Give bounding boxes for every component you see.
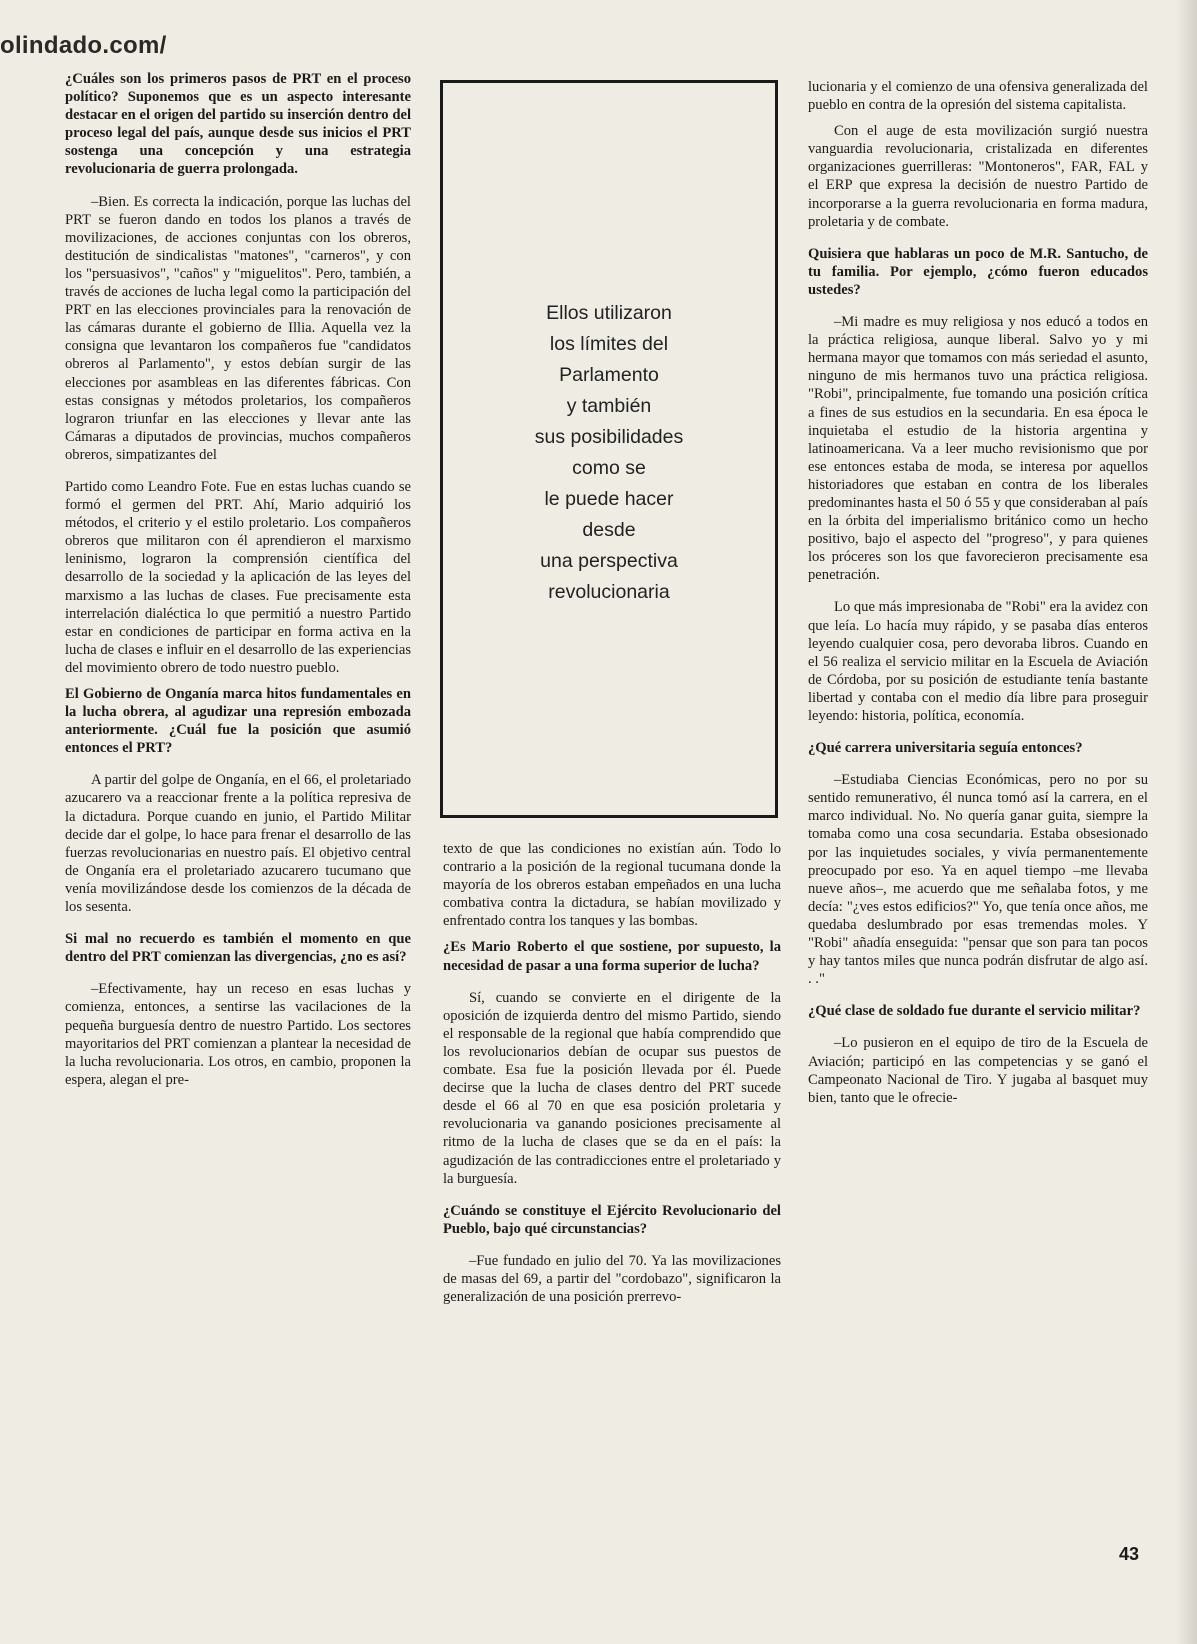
interview-answer: –Bien. Es correcta la indicación, porque las luchas del PRT se fueron dando en todos los planos a través de movilizaciones, de acciones conjuntas con los obreros, destitución de sindicalistas "matones", "carneros", y con los "persuasivos", "caños" y "miguelitos". Pero, también, a través de acciones de lucha legal como la participación del PRT en las elecciones provinciales para la renovación de las cámaras durante el gobierno de Illia. Aquella vez la consigna que levantaron los compañeros fue "candidatos obreros al Parlamento", y estos debían surgir de las elecciones por asambleas en las diferentes fábricas. Con estas consignas y métodos proletarios, los compañeros lograron triunfar en las elecciones y llevar ante las Cámaras a diputados de provincias, muchos compañeros obreros, simpatizantes del [65, 193, 411, 463]
pull-quote-line: Ellos utilizaron [546, 302, 672, 324]
page-fold-shadow [1176, 0, 1197, 1644]
interview-question: ¿Cuáles son los primeros pasos de PRT en el proceso político? Suponemos que es un aspecto interesante destacar en el origen del partido su inserción dentro del proceso legal del país, aunque desde sus inicios el PRT sostenga una concepción y una estrategia revolucionaria de guerra prolongada. [65, 71, 411, 178]
pull-quote-line: y también [566, 395, 652, 417]
pull-quote-line: revolucionaria [548, 581, 670, 603]
pull-quote [535, 298, 684, 608]
interview-question: ¿Qué clase de soldado fue durante el servicio militar? [808, 1003, 1141, 1020]
interview-answer: –Estudiaba Ciencias Económicas, pero no por su sentido remunerativo, él nunca tomó así la carrera, en el marco individual. No. No quería ganar guita, siempre la tomaba como una cosa secundaria. Estaba obsesionado por las inquietudes sociales, y vivía permanentemente preocupado por eso. Ya en aquel tiempo –me llevaba nueve años–, me acuerdo que me señalaba fotos, y me decía: "¿ves estos edificios?" Yo, que tenía once años, me quedaba deslumbrado por esas tremendas moles. Y "Robi" añadía enseguida: "pensar que son para tan pocos y hay tantos miles que nunca podrán disfrutar de algo así. . ." [808, 772, 1148, 988]
interview-answer: Sí, cuando se convierte en el dirigente de la oposición de izquierda dentro del mismo Partido, siendo el responsable de la regional que había comprendido que los revolucionarios debían de ocupar sus puestos de combate. Esa fue la posición llevada por él. Puede decirse que la lucha de clases dentro del PRT sucede desde el 66 al 70 en que esa posición proletaria y revolucionaria va ganando posiciones precisamente al ritmo de la lucha de clases que se da en el país: la agudización de las contradicciones entre el proletariado y la burguesía. [443, 989, 781, 1187]
interview-answer: Con el auge de esta movilización surgió nuestra vanguardia revolucionaria, cristalizada en diferentes organizaciones guerrilleras: "Montoneros", FAR, FAL y el ERP que expresa la decisión de nuestro Partido de incorporarse a la guerra revolucionaria en forma madura, proletaria y de combate. [808, 123, 1148, 230]
pull-quote-line: desde [582, 519, 636, 541]
pull-quote-line: una perspectiva [540, 550, 678, 572]
interview-question: ¿Cuándo se constituye el Ejército Revolucionario del Pueblo, bajo qué circunstancias? [443, 1202, 781, 1237]
pull-quote-line: como se [572, 457, 646, 479]
interview-question: Si mal no recuerdo es también el momento en que dentro del PRT comienzan las divergencias, ¿no es así? [65, 931, 411, 966]
interview-answer: A partir del golpe de Onganía, en el 66, el proletariado azucarero va a reaccionar frente a la política represiva de la dictadura. Porque cuando en junio, el Partido Militar decide dar el golpe, lo hace para frenar el desarrollo de las fuerzas revolucionarias en nuestro país. El objetivo central de Onganía era el proletariado azucarero tucumano que venía movilizándose desde los comienzos de la década de los sesenta. [65, 772, 411, 916]
interview-answer-continued: Partido como Leandro Fote. Fue en estas luchas cuando se formó el germen del PRT. Ahí, Mario adquirió los métodos, el criterio y el estilo proletario. Los compañeros obreros que militaron con él aprendieron el marxismo leninismo, lograron la comprensión científica del desarrollo de la sociedad y la aplicación de las leyes del marxismo a las luchas de clases. Fue precisamente esta interrelación dialéctica lo que permitió a nuestro Partido estar en condiciones de participar en forma activa en la lucha de clases e influir en el desarrollo de las experiencias del movimiento obrero de todo nuestro pueblo. [65, 478, 411, 676]
interview-answer: –Fue fundado en julio del 70. Ya las movilizaciones de masas del 69, a partir del "cordobazo", significaron la generalización de una posición prerrevo- [443, 1252, 781, 1306]
interview-question: ¿Qué carrera universitaria seguía entonces? [808, 740, 1083, 757]
pull-quote-line: los límites del [549, 333, 669, 355]
interview-answer: Lo que más impresionaba de "Robi" era la avidez con que leía. Lo hacía muy rápido, y se pasaba días enteros leyendo cualquier cosa, pero devoraba libros. Cuando en el 56 realiza el servicio militar en la Escuela de Aviación de Córdoba, por su posición de estudiante tenía bastante libertad y contaba con el medio día libre para proseguir leyendo: historia, política, economía. [808, 599, 1148, 724]
interview-answer: –Lo pusieron en el equipo de tiro de la Escuela de Aviación; participó en las competencias y se ganó el Campeonato Nacional de Tiro. Y jugaba al basquet muy bien, tanto que le ofrecie- [808, 1035, 1148, 1106]
interview-answer-continued: texto de que las condiciones no existían aún. Todo lo contrario a la posición de la regional tucumana donde la mayoría de los obreros estaban empeñados en una lucha combativa contra la dictadura, se habían movilizado y enfrentado contra los tanques y las bombas. [443, 841, 781, 930]
interview-question: ¿Es Mario Roberto el que sostiene, por supuesto, la necesidad de pasar a una forma superior de lucha? [443, 939, 781, 974]
interview-question: El Gobierno de Onganía marca hitos fundamentales en la lucha obrera, al agudizar una represión embozada anteriormente. ¿Cuál fue la posición que asumió entonces el PRT? [65, 686, 411, 757]
pull-quote-line: le puede hacer [544, 488, 674, 510]
interview-answer-continued: lucionaria y el comienzo de una ofensiva generalizada del pueblo en contra de la opresión del sistema capitalista. [808, 79, 1148, 114]
column-middle [443, 840, 781, 1320]
interview-answer: –Mi madre es muy religiosa y nos educó a todos en la práctica religiosa, aunque liberal. Salvo yo y mi hermana mayor que tomamos con más seriedad el asunto, ninguno de mis hermanos tuvo una práctica religiosa. "Robi", principalmente, fue tomando una posición crítica a fines de sus estudios en la secundaria. En esa época le inquietaba el estudio de la historia argentina y latinoamericana. Va a leer mucho revisionismo que por ese entonces estaba de moda, se interesa por aquellos historiadores que estaban en contra de los liberales predominantes hasta el 50 ó 55 y que consideraban al país en la órbita del imperialismo británico como un hecho positivo, bajo el aspecto del "progreso", y para quienes los próceres son los que favorecieron precisamente esa penetración. [808, 314, 1148, 584]
page-number: 43 [1119, 1544, 1140, 1564]
site-watermark: olindado.com/ [0, 32, 167, 59]
pull-quote-box [440, 80, 778, 818]
column-right [808, 78, 1148, 1121]
pull-quote-line: sus posibilidades [534, 426, 684, 448]
pull-quote-line: Parlamento [559, 364, 659, 386]
column-left [65, 70, 411, 1103]
interview-answer: –Efectivamente, hay un receso en esas luchas y comienza, entonces, a sentirse las vacilaciones de la pequeña burguesía dentro de nuestro Partido. Los sectores mayoritarios del PRT comienzan a plantear la necesidad de la lucha revolucionaria. Los otros, en cambio, proponen la espera, alegan el pre- [65, 981, 411, 1088]
interview-question: Quisiera que hablaras un poco de M.R. Santucho, de tu familia. Por ejemplo, ¿cómo fueron educados ustedes? [808, 245, 1148, 298]
